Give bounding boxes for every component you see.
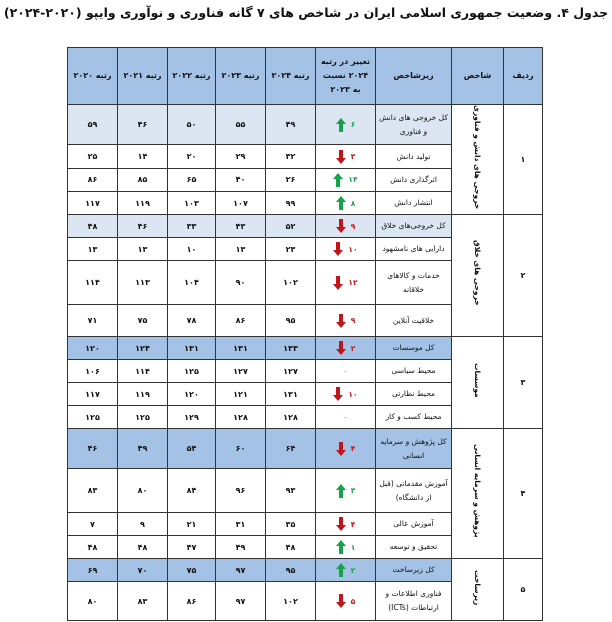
rank-change-cell <box>316 360 376 383</box>
sub-indicator: آموزش مقدماتی (قبل از دانشگاه) <box>376 469 452 513</box>
rank-2022: ۷۸ <box>168 305 216 337</box>
rank-change-cell <box>316 383 376 406</box>
rank-2022: ۸۶ <box>168 582 216 621</box>
rank-2021: ۱۱۹ <box>118 383 168 406</box>
rank-2022: ۸۴ <box>168 469 216 513</box>
rank-2023: ۸۶ <box>216 305 266 337</box>
rank-2021: ۴۶ <box>118 105 168 145</box>
arrow-down-icon <box>336 594 346 608</box>
table-row <box>68 559 543 582</box>
rank-change-cell <box>316 536 376 559</box>
sub-indicator: محیط سیاسی <box>376 360 452 383</box>
sub-indicator: محیط کسب و کار <box>376 406 452 429</box>
rank-change-value: ۶ <box>350 120 356 130</box>
rank-2020: ۸۳ <box>68 469 118 513</box>
rank-change-cell <box>316 145 376 168</box>
rank-2023: ۱۲۷ <box>216 360 266 383</box>
rank-change-value: ۴ <box>350 519 356 529</box>
rank-2021: ۸۵ <box>118 168 168 191</box>
rank-2023: ۴۹ <box>216 536 266 559</box>
rank-change-value: ۳ <box>350 152 356 162</box>
rank-2020: ۴۶ <box>68 429 118 469</box>
indicator-label: خروجی های دانش و فناوری <box>473 105 482 210</box>
rank-2022: ۳۳ <box>168 215 216 238</box>
rank-change-cell <box>316 429 376 469</box>
sub-indicator: آموزش عالی <box>376 513 452 536</box>
rank-2023: ۳۱ <box>216 513 266 536</box>
indicator-label: زیرساخت <box>473 569 482 605</box>
rank-2023: ۱۰۷ <box>216 191 266 214</box>
rank-2024: ۴۹ <box>266 105 316 145</box>
rank-2023: ۴۰ <box>216 168 266 191</box>
rank-2020: ۴۸ <box>68 215 118 238</box>
rank-change-value: ۱۲ <box>348 278 358 288</box>
rank-2020: ۵۹ <box>68 105 118 145</box>
rank-2020: ۸۰ <box>68 582 118 621</box>
rank-2022: ۱۰ <box>168 238 216 261</box>
rank-change-cell <box>316 191 376 214</box>
rank-change-cell <box>316 261 376 305</box>
rank-change-value: ۱۰ <box>348 244 358 254</box>
rank-change-cell <box>316 582 376 621</box>
sub-indicator: تولید دانش <box>376 145 452 168</box>
row-number: ۵ <box>504 559 543 621</box>
sub-indicator: کل موسسات <box>376 337 452 360</box>
header-row-no: ردیف <box>504 48 543 105</box>
header-rank-2020: رتبه ۲۰۲۰ <box>68 48 118 105</box>
row-number: ۴ <box>504 429 543 559</box>
rank-2020: ۱۰۶ <box>68 360 118 383</box>
rank-change-cell <box>316 305 376 337</box>
rank-2021: ۹ <box>118 513 168 536</box>
rank-2022: ۲۱ <box>168 513 216 536</box>
rank-change-value: ۱۴ <box>348 175 358 185</box>
rank-change-cell <box>316 168 376 191</box>
header-rank-2022: رتبه ۲۰۲۲ <box>168 48 216 105</box>
rank-2024: ۲۶ <box>266 168 316 191</box>
rank-2024: ۱۰۲ <box>266 582 316 621</box>
indicator-cell <box>452 337 504 429</box>
indicator-label: موسسات <box>473 362 482 398</box>
rank-change-cell <box>316 105 376 145</box>
rank-2022: ۵۰ <box>168 105 216 145</box>
rank-2023: ۱۲۱ <box>216 383 266 406</box>
sub-indicator: کل پژوهش و سرمایه انسانی <box>376 429 452 469</box>
header-row <box>68 48 543 105</box>
sub-indicator: دارایی های نامشهود <box>376 238 452 261</box>
rank-2023: ۶۰ <box>216 429 266 469</box>
indicator-cell <box>452 215 504 337</box>
arrow-up-icon <box>336 563 346 577</box>
rank-2023: ۱۳ <box>216 238 266 261</box>
rank-2024: ۱۲۸ <box>266 406 316 429</box>
table-caption: جدول ۴. وضعیت جمهوری اسلامی ایران در شاخص های ۷ گانه فناوری و نوآوری وایپو (۲۰۲۰-۲۰۲۴) <box>3 5 609 20</box>
table-row <box>68 337 543 360</box>
arrow-down-icon <box>333 242 343 256</box>
rank-change-value: ۸ <box>350 198 356 208</box>
rank-2021: ۱۴ <box>118 145 168 168</box>
rank-2020: ۷۱ <box>68 305 118 337</box>
header-rank-2024: رتبه ۲۰۲۴ <box>266 48 316 105</box>
rank-2024: ۶۴ <box>266 429 316 469</box>
table-row <box>68 215 543 238</box>
rank-2024: ۵۲ <box>266 215 316 238</box>
rank-2021: ۷۵ <box>118 305 168 337</box>
rank-change-value: ۵ <box>350 596 356 606</box>
rank-change-cell <box>316 337 376 360</box>
rank-2024: ۹۵ <box>266 305 316 337</box>
header-rank-2023: رتبه ۲۰۲۳ <box>216 48 266 105</box>
rank-2021: ۱۲۵ <box>118 406 168 429</box>
rank-2023: ۱۲۸ <box>216 406 266 429</box>
rank-change-cell <box>316 215 376 238</box>
rank-2023: ۹۰ <box>216 261 266 305</box>
rank-change-value: ۳ <box>350 486 356 496</box>
arrow-up-icon <box>336 118 346 132</box>
rank-2020: ۶۹ <box>68 559 118 582</box>
rank-2021: ۱۱۴ <box>118 360 168 383</box>
rank-2024: ۳۵ <box>266 513 316 536</box>
rank-change-cell <box>316 238 376 261</box>
rank-2020: ۸۶ <box>68 168 118 191</box>
indicator-cell <box>452 559 504 621</box>
rank-2021: ۴۶ <box>118 215 168 238</box>
rank-change-value: ۴ <box>350 444 356 454</box>
rank-2022: ۶۵ <box>168 168 216 191</box>
arrow-down-icon <box>336 219 346 233</box>
rank-2024: ۲۳ <box>266 238 316 261</box>
rank-2021: ۱۳ <box>118 238 168 261</box>
table-row <box>68 429 543 469</box>
rank-2020: ۲۵ <box>68 145 118 168</box>
rank-change-value: - <box>344 366 347 376</box>
rank-2024: ۳۲ <box>266 145 316 168</box>
rank-2022: ۴۷ <box>168 536 216 559</box>
rank-2020: ۴۸ <box>68 536 118 559</box>
rank-2020: ۷ <box>68 513 118 536</box>
arrow-down-icon <box>336 517 346 531</box>
arrow-up-icon <box>333 173 343 187</box>
rank-2021: ۱۲۴ <box>118 337 168 360</box>
sub-indicator: محیط نظارتی <box>376 383 452 406</box>
sub-indicator: کل خروجی‌های خلاق <box>376 215 452 238</box>
sub-indicator: انتشار دانش <box>376 191 452 214</box>
rank-2024: ۹۵ <box>266 559 316 582</box>
rank-2021: ۸۰ <box>118 469 168 513</box>
rank-2023: ۴۳ <box>216 215 266 238</box>
sub-indicator: اثرگذاری دانش <box>376 168 452 191</box>
rank-change-value: ۲ <box>350 343 356 353</box>
rank-change-value: ۲ <box>350 565 356 575</box>
rank-2023: ۲۹ <box>216 145 266 168</box>
table-row <box>68 105 543 145</box>
sub-indicator: کل زیرساخت <box>376 559 452 582</box>
rank-change-cell <box>316 513 376 536</box>
rank-2021: ۱۱۹ <box>118 191 168 214</box>
rank-2024: ۹۹ <box>266 191 316 214</box>
rank-2021: ۴۸ <box>118 536 168 559</box>
header-indicator: شاخص <box>452 48 504 105</box>
rank-2024: ۱۲۷ <box>266 360 316 383</box>
rank-2022: ۱۰۳ <box>168 191 216 214</box>
arrow-down-icon <box>336 150 346 164</box>
arrow-up-icon <box>336 540 346 554</box>
rank-2022: ۱۰۴ <box>168 261 216 305</box>
row-number: ۱ <box>504 105 543 215</box>
sub-indicator: خدمات و کالاهای خلاقانه <box>376 261 452 305</box>
rank-2021: ۸۳ <box>118 582 168 621</box>
rank-2024: ۱۳۱ <box>266 383 316 406</box>
rank-2021: ۴۹ <box>118 429 168 469</box>
rank-2020: ۱۲۵ <box>68 406 118 429</box>
rank-2021: ۷۰ <box>118 559 168 582</box>
arrow-up-icon <box>336 196 346 210</box>
rank-2020: ۱۱۴ <box>68 261 118 305</box>
rank-change-value: ۱۰ <box>348 389 358 399</box>
rank-change-cell <box>316 469 376 513</box>
rank-change-value: ۹ <box>350 221 356 231</box>
rank-2024: ۹۳ <box>266 469 316 513</box>
rank-2022: ۱۲۵ <box>168 360 216 383</box>
sub-indicator: کل خروجی های دانش و فناوری <box>376 105 452 145</box>
rank-2020: ۱۳ <box>68 238 118 261</box>
arrow-down-icon <box>336 314 346 328</box>
rank-2024: ۱۳۳ <box>266 337 316 360</box>
rank-2020: ۱۱۷ <box>68 191 118 214</box>
arrow-down-icon <box>333 387 343 401</box>
rank-2023: ۹۷ <box>216 582 266 621</box>
rank-2022: ۱۲۹ <box>168 406 216 429</box>
rank-2022: ۲۰ <box>168 145 216 168</box>
indicator-label: پژوهش و سرمایه انسانی <box>473 444 482 538</box>
rank-2024: ۴۸ <box>266 536 316 559</box>
arrow-down-icon <box>336 442 346 456</box>
wipo-ranking-table <box>67 47 543 621</box>
row-number: ۳ <box>504 337 543 429</box>
header-change: تغییر در رتبه ۲۰۲۴ نسبت به ۲۰۲۳ <box>316 48 376 105</box>
rank-change-cell <box>316 406 376 429</box>
rank-2023: ۹۶ <box>216 469 266 513</box>
rank-2020: ۱۱۷ <box>68 383 118 406</box>
indicator-label: خروجی های خلاق <box>473 240 482 307</box>
indicator-cell <box>452 105 504 215</box>
rank-2022: ۵۴ <box>168 429 216 469</box>
arrow-down-icon <box>333 276 343 290</box>
sub-indicator: فناوری اطلاعات و ارتباطات (ICTs) <box>376 582 452 621</box>
sub-indicator: تحقیق و توسعه <box>376 536 452 559</box>
rank-2020: ۱۲۰ <box>68 337 118 360</box>
rank-2022: ۱۳۱ <box>168 337 216 360</box>
rank-change-value: ۹ <box>350 316 356 326</box>
arrow-down-icon <box>336 341 346 355</box>
rank-2024: ۱۰۲ <box>266 261 316 305</box>
rank-2022: ۷۵ <box>168 559 216 582</box>
rank-2023: ۹۷ <box>216 559 266 582</box>
rank-2022: ۱۲۰ <box>168 383 216 406</box>
rank-change-cell <box>316 559 376 582</box>
rank-2021: ۱۱۳ <box>118 261 168 305</box>
rank-change-value: - <box>344 412 347 422</box>
arrow-up-icon <box>336 484 346 498</box>
header-rank-2021: رتبه ۲۰۲۱ <box>118 48 168 105</box>
indicator-cell <box>452 429 504 559</box>
rank-2023: ۵۵ <box>216 105 266 145</box>
sub-indicator: خلاقیت آنلاین <box>376 305 452 337</box>
header-sub-indicator: زیرشاخص <box>376 48 452 105</box>
rank-change-value: ۱ <box>350 542 356 552</box>
rank-2023: ۱۳۱ <box>216 337 266 360</box>
row-number: ۲ <box>504 215 543 337</box>
